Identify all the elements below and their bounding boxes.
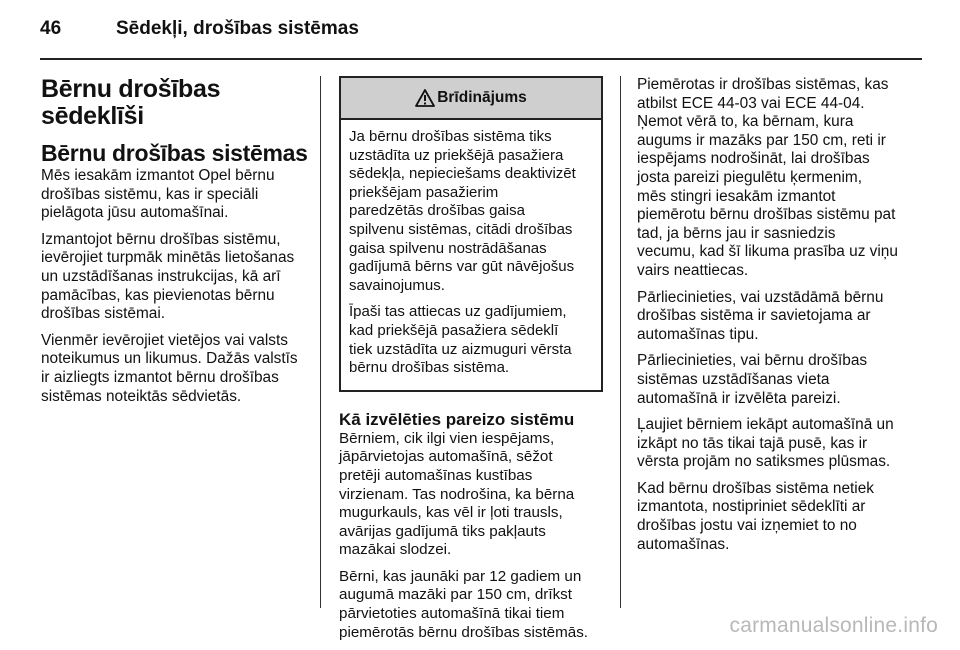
paragraph: Izmantojot bērnu drošības sistēmu, ievērojiet turpmāk minētās lietošanas un uzstādīšanas instrukcijas, kā arī pamācības, kas pievienotas bērnu drošības sistēmai. <box>41 230 295 323</box>
page-header <box>40 18 920 48</box>
warning-label: Brīdinājums <box>437 89 527 106</box>
column-divider <box>620 76 621 608</box>
section-title: Sēdekļi, drošības sistēmas <box>116 18 359 39</box>
column-2 <box>339 76 603 650</box>
column-3 <box>637 76 909 562</box>
chapter-heading: Bērnu drošības sēdeklīši <box>41 75 221 130</box>
watermark: carmanualsonline.info <box>729 614 938 637</box>
warning-paragraph: Ja bērnu drošības sistēma tiks uzstādīta uz priekšējā pasažiera sēdekļa, nepieciešams deaktivizēt priekšējam pasažierim paredzētās drošības gaisa spilvenu sistēmas, citādi drošības gaisa spilvenu nostrādāšanas gadījumā bērns var gūt nāvējošus savainojumus. <box>349 128 576 294</box>
paragraph: Kad bērnu drošības sistēma netiek izmantota, nostipriniet sēdeklīti ar drošības jostu vai izņemiet to no automašīnas. <box>637 479 874 553</box>
section-heading: Bērnu drošības sistēmas <box>41 140 308 166</box>
warning-box <box>339 76 603 392</box>
paragraph: Ļaujiet bērniem iekāpt automašīnā un izkāpt no tās tikai tajā pusē, kas ir vērsta projām no satiksmes plūsmas. <box>637 416 894 471</box>
paragraph: Vienmēr ievērojiet vietējos vai valsts noteikumus un likumus. Dažās valstīs ir aizliegts izmantot bērnu drošības sistēmas noteiktās sēdvietās. <box>41 331 298 405</box>
column-divider <box>320 76 321 608</box>
warning-triangle-icon <box>415 89 435 107</box>
header-rule <box>40 58 922 60</box>
paragraph: Pārliecinieties, vai bērnu drošības sistēmas uzstādīšanas vieta automašīnā ir izvēlēta pareizi. <box>637 352 868 407</box>
page-number: 46 <box>40 18 62 39</box>
paragraph: Mēs iesakām izmantot Opel bērnu drošības sistēmu, kas ir speciāli pielāgota jūsu automašīnai. <box>41 167 275 222</box>
warning-body <box>341 120 601 390</box>
paragraph: Piemērotas ir drošības sistēmas, kas atbilst ECE 44-03 vai ECE 44-04. Ņemot vērā to, ka bērnam, kura augums ir mazāks par 150 cm, reti ir iespējams nodrošināt, lai drošības josta pareizi piegulētu ķermenim, mēs stingri iesakām izmantot piemērotu bērnu drošības sistēmu pat tad, ja bērns jau ir sasniedzis vecumu, kad šī likuma prasība uz viņu vairs neattiecas. <box>637 76 898 279</box>
paragraph: Bērni, kas jaunāki par 12 gadiem un augumā mazāki par 150 cm, drīkst pārvietoties automašīnā tikai tiem piemērotās bērnu drošības sistēmās. <box>339 567 589 641</box>
warning-paragraph: Īpaši tas attiecas uz gadījumiem, kad priekšējā pasažiera sēdeklī tiek uzstādīta uz aizmuguri vērsta bērnu drošības sistēma. <box>349 303 572 377</box>
warning-header <box>341 78 601 120</box>
paragraph: Pārliecinieties, vai uzstādāmā bērnu drošības sistēma ir savietojama ar automašīnas tipu. <box>637 288 884 343</box>
subsection-heading: Kā izvēlēties pareizo sistēmu <box>339 409 575 429</box>
column-1 <box>41 76 313 414</box>
paragraph: Bērniem, cik ilgi vien iespējams, jāpārvietojas automašīnā, sēžot pretēji automašīnas kustības virzienam. Tas nodrošina, ka bērna mugurkauls, kas vēl ir ļoti trausls, avārijas gadījumā tiks pakļauts mazākai slodzei. <box>339 429 575 559</box>
